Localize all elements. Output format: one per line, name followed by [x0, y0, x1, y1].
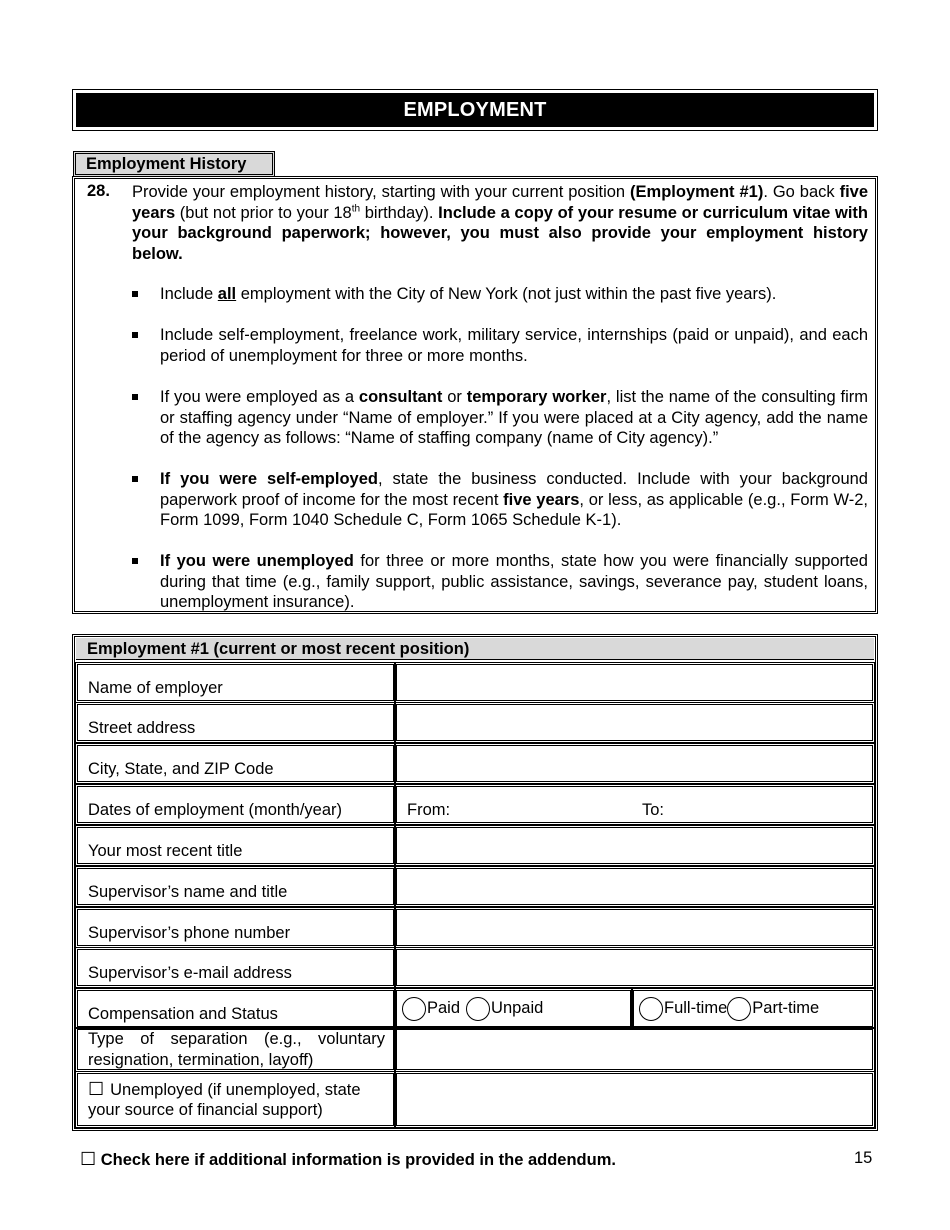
city-label: City, State, and ZIP Code [75, 743, 396, 784]
unpaid-radio-icon[interactable] [466, 997, 490, 1021]
email-label: Supervisor’s e-mail address [75, 947, 396, 988]
street-input[interactable] [394, 702, 875, 743]
question-number: 28. [87, 182, 110, 200]
unemployed-input[interactable] [394, 1071, 875, 1128]
fulltime-radio-icon[interactable] [639, 997, 663, 1021]
unemployed-label: ☐ Unemployed (if unemployed, state your source of financial support) [75, 1071, 396, 1128]
title-label: Your most recent title [75, 825, 396, 866]
employment-1-table [72, 634, 878, 1131]
employer-label: Name of employer [75, 662, 396, 703]
addendum-checkbox-icon[interactable]: ☐ [80, 1149, 97, 1169]
paid-radio-icon[interactable] [402, 997, 426, 1021]
parttime-option[interactable]: Part-time [727, 997, 819, 1021]
separation-label: Type of separation (e.g., voluntary resignation, termination, layoff) [75, 1027, 396, 1072]
bullet-icon [132, 332, 138, 338]
addendum-text: Check here if additional information is provided in the addendum. [100, 1151, 616, 1169]
email-input[interactable] [394, 947, 875, 988]
question-28-box: 28. Provide your employment history, starting with your current position (Employment #1). Go back five years (but not prior to your 18th birthday). Include a copy of your resume or curriculum vitae with your background paperwork; however, you must also provide your employment history below. Include all employment with the City of New York (not just within the past five years). Include self-employment, freelance work, military service, internships (paid or unpaid), and each period of unemployment for three or more months. If you were employed as a consultant or temporary worker, list the name of the consulting firm or staffing agency under “Name of employer.” If you were placed at a City agency, add the name of the agency as follows: “Name of staffing company (name of City agency).” If you were self-employed, state the business conducted. Include with your background paperwork proof of income for the most recent five years, or less, as applicable (e.g., Form W-2, Form 1099, Form 1040 Schedule C, Form 1065 Schedule K-1). If you were unemployed for three or more months, state how you were financially supported during that time (e.g., family support, public assistance, savings, severance pay, student loans, unemployment insurance). [72, 176, 878, 614]
question-intro: Provide your employment history, starting with your current position (Employment #1). Go back five years (but not prior to your 18th birthday). Include a copy of your resume or curriculum vitae with your background paperwork; however, you must also provide your employment history below. [132, 183, 869, 263]
city-input[interactable] [394, 743, 875, 784]
street-label: Street address [75, 702, 396, 743]
section-header [72, 89, 878, 131]
compensation-label: Compensation and Status [75, 988, 396, 1029]
phone-label: Supervisor’s phone number [75, 907, 396, 948]
phone-input[interactable] [394, 907, 875, 948]
bullet-icon [132, 394, 138, 400]
addendum-check [80, 1149, 616, 1170]
from-label: From: [407, 801, 451, 819]
work-status-group [631, 988, 875, 1029]
paid-option[interactable]: Paid [402, 997, 460, 1021]
title-input[interactable] [394, 825, 875, 866]
separation-input[interactable] [394, 1027, 875, 1072]
bullet-icon [132, 476, 138, 482]
supervisor-input[interactable] [394, 866, 875, 907]
bullet-icon [132, 558, 138, 564]
fulltime-option[interactable]: Full-time [639, 997, 727, 1021]
section-title: EMPLOYMENT [76, 93, 874, 127]
employment-1-heading: Employment #1 (current or most recent position) [76, 638, 874, 660]
employer-input[interactable] [394, 662, 875, 703]
supervisor-label: Supervisor’s name and title [75, 866, 396, 907]
bullet-icon [132, 291, 138, 297]
dates-input[interactable] [394, 784, 875, 825]
to-label: To: [642, 801, 665, 819]
pay-status-group [394, 988, 633, 1029]
parttime-radio-icon[interactable] [727, 997, 751, 1021]
employment-history-tab: Employment History [73, 151, 275, 177]
page-number: 15 [854, 1149, 873, 1167]
unpaid-option[interactable]: Unpaid [466, 997, 543, 1021]
unemployed-checkbox-icon[interactable]: ☐ [88, 1078, 105, 1099]
dates-label: Dates of employment (month/year) [75, 784, 396, 825]
